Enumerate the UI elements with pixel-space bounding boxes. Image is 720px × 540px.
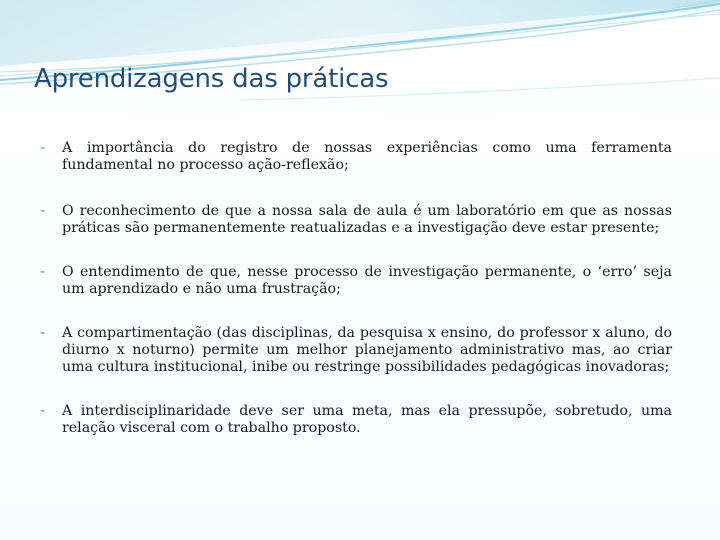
bullet-item xyxy=(40,403,672,437)
bullet-item xyxy=(40,140,672,174)
bullet-marker: - xyxy=(40,325,46,341)
bullet-text: A compartimentação (das disciplinas, da pesquisa x ensino, do professor x aluno, do diurno x noturno) permite um melhor planejamento administrativo mas, ao criar uma cultura institucional, inibe ou restringe possibilidades pedagógicas inovadoras; xyxy=(62,325,672,375)
bullet-marker: - xyxy=(40,203,46,219)
bullet-marker: - xyxy=(40,403,46,419)
bullet-text: O reconhecimento de que a nossa sala de aula é um laboratório em que as nossas práticas são permanentemente reatualizadas e a investigação deve estar presente; xyxy=(62,203,672,236)
bullet-marker: - xyxy=(40,140,46,156)
bullet-text: A interdisciplinaridade deve ser uma meta, mas ela pressupõe, sobretudo, uma relação visceral com o trabalho proposto. xyxy=(62,403,672,436)
bullet-marker: - xyxy=(40,264,46,280)
bullet-item xyxy=(40,203,672,237)
slide-title: Aprendizagens das práticas xyxy=(34,64,389,94)
bullet-item xyxy=(40,325,672,376)
bullet-text: O entendimento de que, nesse processo de investigação permanente, o ‘erro’ seja um aprendizado e não uma frustração; xyxy=(62,264,672,297)
bullet-text: A importância do registro de nossas experiências como uma ferramenta fundamental no processo ação-reflexão; xyxy=(62,140,672,173)
bullet-list xyxy=(40,140,672,437)
bullet-item xyxy=(40,264,672,298)
